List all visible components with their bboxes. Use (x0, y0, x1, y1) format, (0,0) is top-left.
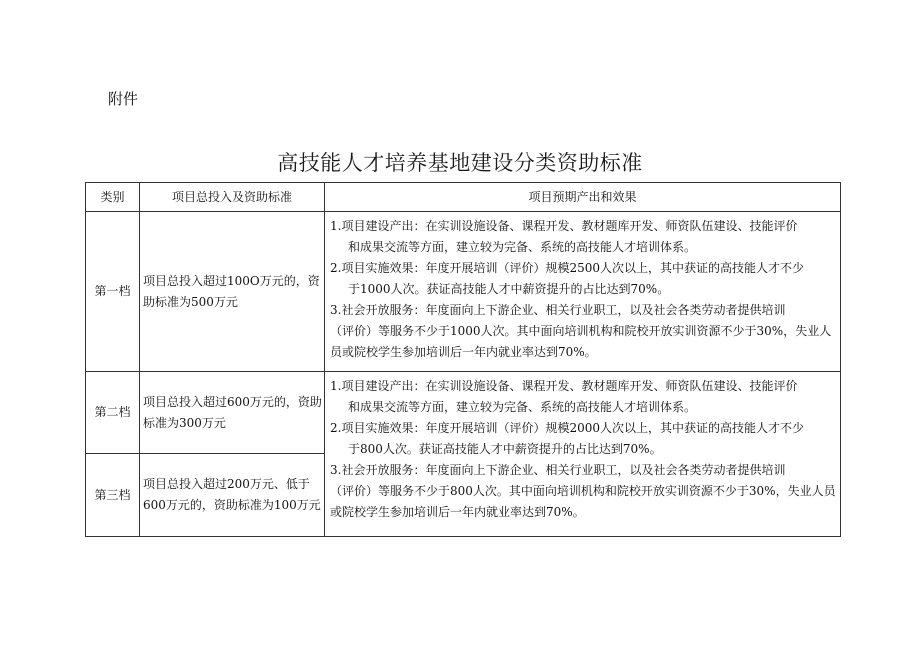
tier-2-label: 第二档 (86, 372, 140, 454)
tier-1-label: 第一档 (86, 212, 140, 372)
table-header-row (86, 183, 841, 212)
tier-2-3-outcomes (325, 372, 841, 537)
header-expected-outcomes: 项目预期产出和效果 (325, 183, 841, 212)
outcome-item-construction: 1.项目建设产出：在实训设施设备、课程开发、教材题库开发、师资队伍建设、技能评价 和成果交流等方面，建立较为完备、系统的高技能人才培训体系。 (330, 379, 798, 414)
tier-1-outcomes (325, 212, 841, 372)
tier-3-investment: 项目总投入超过200万元、低于600万元的，资助标准为100万元 (140, 454, 325, 537)
tier-2-investment: 项目总投入超过600万元的，资助标准为300万元 (140, 372, 325, 454)
header-category: 类别 (86, 183, 140, 212)
table-row-tier-1 (86, 212, 841, 372)
tier-1-investment: 项目总投入超过100O万元的，资助标准为500万元 (140, 212, 325, 372)
attachment-label: 附件 (108, 90, 139, 108)
table-row-tier-2 (86, 372, 841, 454)
outcome-item-open-service: 3.社会开放服务：年度面向上下游企业、相关行业职工，以及社会各类劳动者提供培训 （评价）等服务不少于800人次。其中面向培训机构和院校开放实训资源不少于30%，失业人员或院校学生参加培训后一年内就业率达到70%。 (330, 463, 836, 519)
tier-3-label: 第三档 (86, 454, 140, 537)
document-title: 高技能人才培养基地建设分类资助标准 (277, 151, 643, 175)
outcome-item-construction: 1.项目建设产出：在实训设施设备、课程开发、教材题库开发、师资队伍建设、技能评价 和成果交流等方面，建立较为完备、系统的高技能人才培训体系。 (330, 219, 798, 254)
outcome-item-implementation: 2.项目实施效果：年度开展培训（评价）规模2000人次以上，其中获证的高技能人才不少 于800人次。获证高技能人才中薪资提升的占比达到70%。 (330, 421, 804, 456)
outcome-item-implementation: 2.项目实施效果：年度开展培训（评价）规模2500人次以上，其中获证的高技能人才不少 于1000人次。获证高技能人才中薪资提升的占比达到70%。 (330, 261, 804, 296)
funding-standard-table (85, 182, 841, 537)
header-investment-standard: 项目总投入及资助标准 (140, 183, 325, 212)
outcome-item-open-service: 3.社会开放服务：年度面向上下游企业、相关行业职工，以及社会各类劳动者提供培训 （评价）等服务不少于1000人次。其中面向培训机构和院校开放实训资源不少于30%，失业人员或院校学生参加培训后一年内就业率达到70%。 (330, 303, 832, 359)
